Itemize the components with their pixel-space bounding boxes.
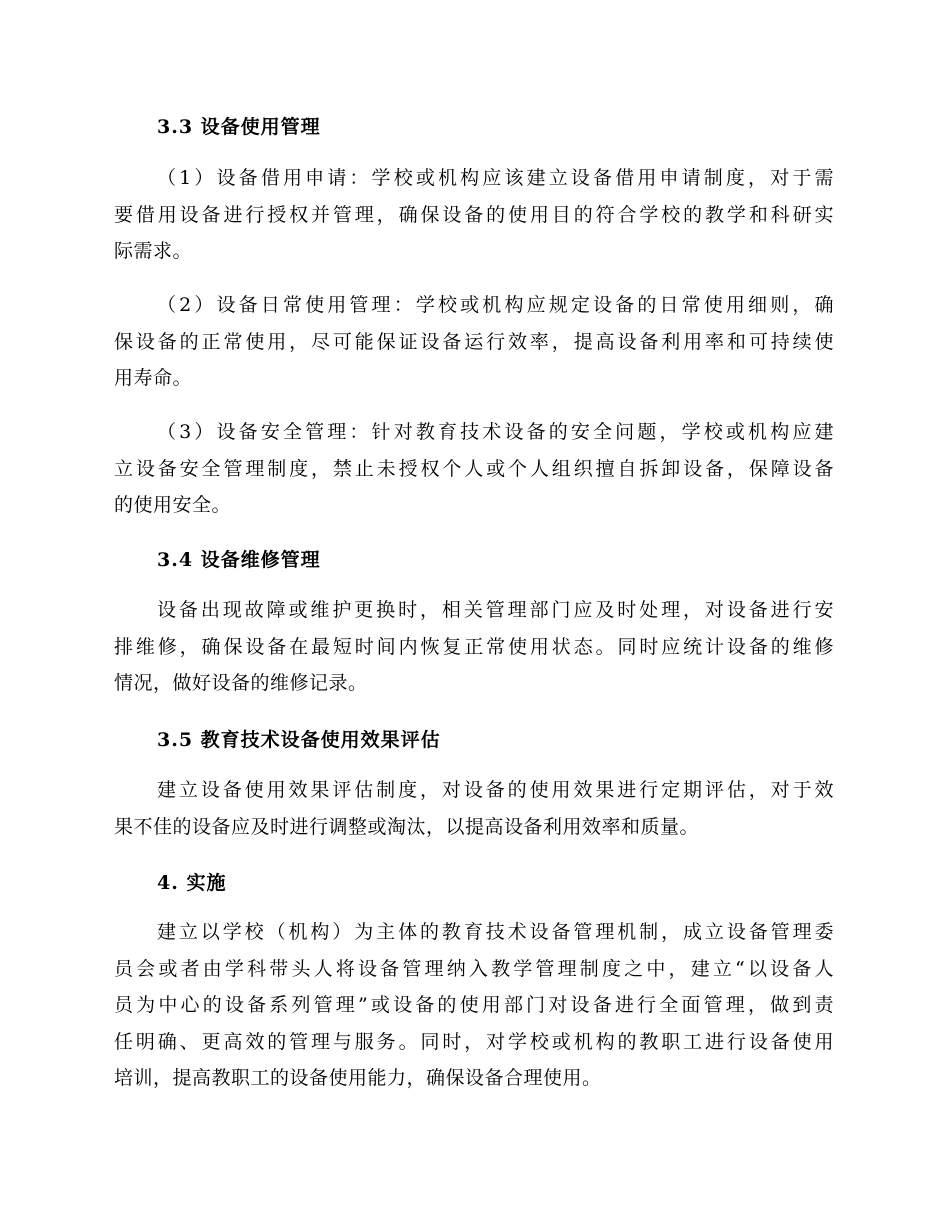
paragraph-line: 建立以学校（机构）为主体的教育技术设备管理机制，成立设备管理委: [157, 921, 834, 943]
paragraph-line: 保设备的正常使用，尽可能保证设备运行效率，提高设备利用率和可持续使: [114, 330, 834, 353]
paragraph-line: 设备出现故障或维护更换时，相关管理部门应及时处理，对设备进行安: [157, 599, 834, 621]
paragraph-line: 任明确、更高效的管理与服务。同时，对学校或机构的教职工进行设备使用: [114, 1030, 834, 1053]
paragraph-line: 际需求。: [114, 240, 193, 262]
paragraph-line: 情况，做好设备的维修记录。: [114, 672, 368, 694]
paragraph-effect-evaluation: [114, 772, 834, 845]
paragraph-line: 果不佳的设备应及时进行调整或淘汰，以提高设备利用效率和质量。: [114, 815, 700, 838]
section-heading-3-4: 3.4 设备维修管理: [157, 549, 321, 571]
paragraph-line: 建立设备使用效果评估制度，对设备的使用效果进行定期评估，对于效: [157, 779, 834, 801]
paragraph-line: （3）设备安全管理：针对教育技术设备的安全问题，学校或机构应建: [157, 421, 834, 443]
paragraph-line: 立设备安全管理制度，禁止未授权个人或个人组织擅自拆卸设备，保障设备: [114, 457, 834, 480]
paragraph-line: 要借用设备进行授权并管理，确保设备的使用目的符合学校的教学和科研实: [114, 203, 834, 226]
section-heading-3-3: 3.3 设备使用管理: [157, 116, 321, 138]
section-heading-3-5: 3.5 教育技术设备使用效果评估: [157, 729, 441, 751]
paragraph-line: （1）设备借用申请：学校或机构应该建立设备借用申请制度，对于需: [157, 167, 834, 189]
paragraph-line: 排维修，确保设备在最短时间内恢复正常使用状态。同时应统计设备的维修: [114, 635, 834, 658]
paragraph-line: （2）设备日常使用管理：学校或机构应规定设备的日常使用细则，确: [157, 294, 834, 316]
paragraph-line: 的使用安全。: [114, 494, 232, 516]
paragraph-daily-usage: [114, 287, 834, 397]
paragraph-line: 员会或者由学科带头人将设备管理纳入教学管理制度之中，建立“以设备人: [114, 957, 834, 980]
paragraph-equipment-borrowing: [114, 160, 834, 270]
paragraph-line: 用寿命。: [114, 367, 193, 389]
paragraph-implementation: [114, 914, 834, 1097]
paragraph-safety-management: [114, 414, 834, 524]
paragraph-line: 员为中心的设备系列管理”或设备的使用部门对设备进行全面管理，做到责: [114, 994, 834, 1016]
section-heading-4: 4. 实施: [157, 872, 227, 894]
paragraph-line: 培训，提高教职工的设备使用能力，确保设备合理使用。: [114, 1067, 602, 1089]
paragraph-maintenance: [114, 592, 834, 702]
